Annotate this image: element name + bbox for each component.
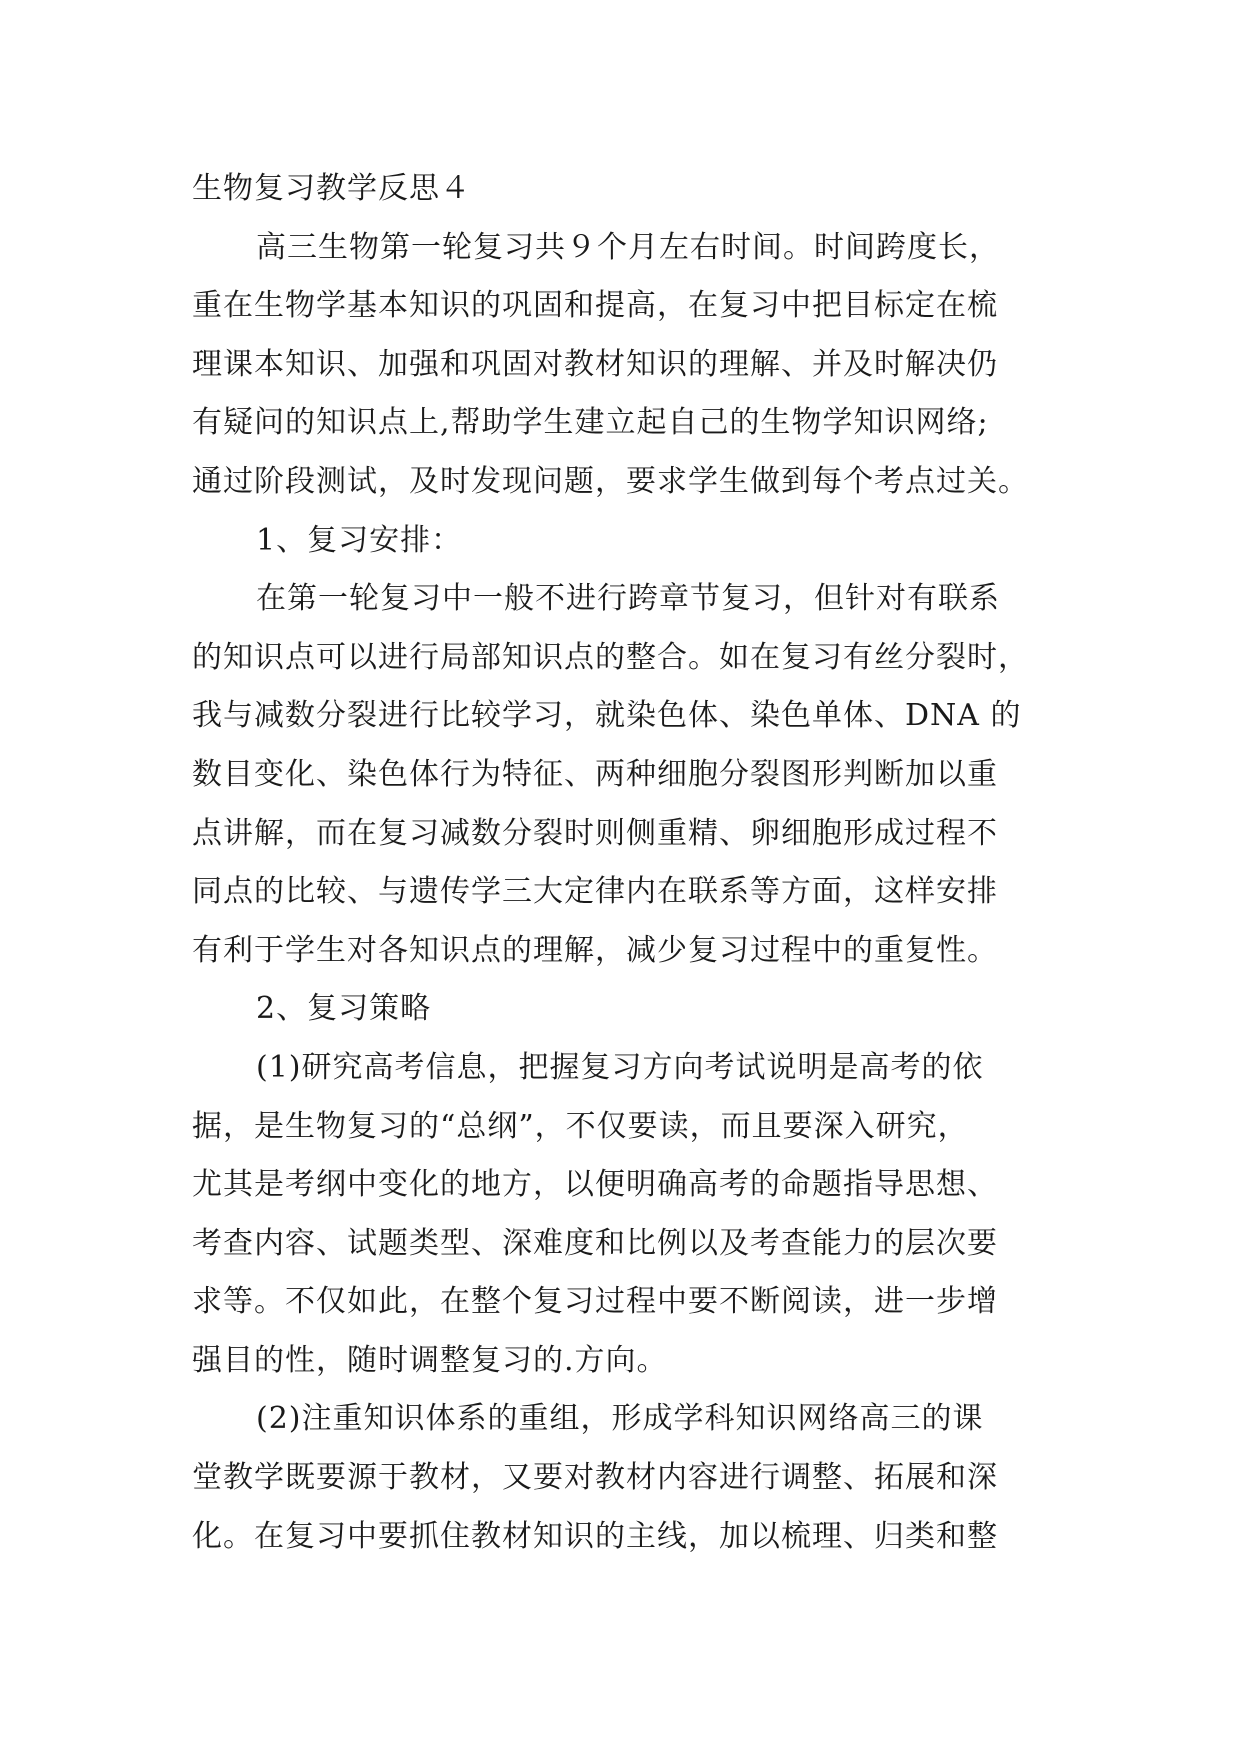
text-line: 同点的比较、与遗传学三大定律内在联系等方面，这样安排 [192, 874, 998, 910]
text-line: 的知识点可以进行局部知识点的整合。如在复习有丝分裂时， [192, 639, 1029, 675]
text-line: 有利于学生对各知识点的理解，减少复习过程中的重复性。 [192, 932, 998, 968]
text-line: 理课本知识、加强和巩固对教材知识的理解、并及时解决仍 [192, 346, 998, 382]
text-line: 我与减数分裂进行比较学习，就染色体、染色单体、DNA 的 [192, 698, 1022, 734]
paragraph-lines [192, 219, 1072, 1567]
text-line: 强目的性，随时调整复习的.方向。 [192, 1342, 668, 1378]
text-line: 在第一轮复习中一般不进行跨章节复习，但针对有联系 [256, 581, 1000, 617]
text-line: 有疑问的知识点上,帮助学生建立起自己的生物学知识网络; [192, 405, 989, 441]
text-line: 通过阶段测试，及时发现问题，要求学生做到每个考点过关。 [192, 463, 1029, 499]
text-line: 点讲解，而在复习减数分裂时则侧重精、卵细胞形成过程不 [192, 815, 998, 851]
text-line: 2、复习策略 [256, 991, 432, 1027]
text-line: 据，是生物复习的“总纲”，不仅要读，而且要深入研究， [192, 1108, 969, 1144]
text-line: 高三生物第一轮复习共９个月左右时间。时间跨度长， [256, 229, 1000, 265]
document-title: 生物复习教学反思４ [192, 171, 471, 206]
document-body [192, 160, 1072, 1566]
text-line: 1、复习安排： [256, 522, 463, 558]
text-line: 求等。不仅如此，在整个复习过程中要不断阅读，进一步增 [192, 1284, 998, 1320]
text-line: 化。在复习中要抓住教材知识的主线，加以梳理、归类和整 [192, 1518, 998, 1554]
text-line: 数目变化、染色体行为特征、两种细胞分裂图形判断加以重 [192, 756, 998, 792]
text-line: (1)研究高考信息，把握复习方向考试说明是高考的依 [256, 1049, 984, 1085]
text-line: 尤其是考纲中变化的地方，以便明确高考的命题指导思想、 [192, 1167, 998, 1203]
text-line: 考查内容、试题类型、深难度和比例以及考查能力的层次要 [192, 1225, 998, 1261]
text-line: 重在生物学基本知识的巩固和提高，在复习中把目标定在梳 [192, 288, 998, 324]
text-line: (2)注重知识体系的重组，形成学科知识网络高三的课 [256, 1401, 984, 1437]
text-line: 堂教学既要源于教材，又要对教材内容进行调整、拓展和深 [192, 1460, 998, 1496]
